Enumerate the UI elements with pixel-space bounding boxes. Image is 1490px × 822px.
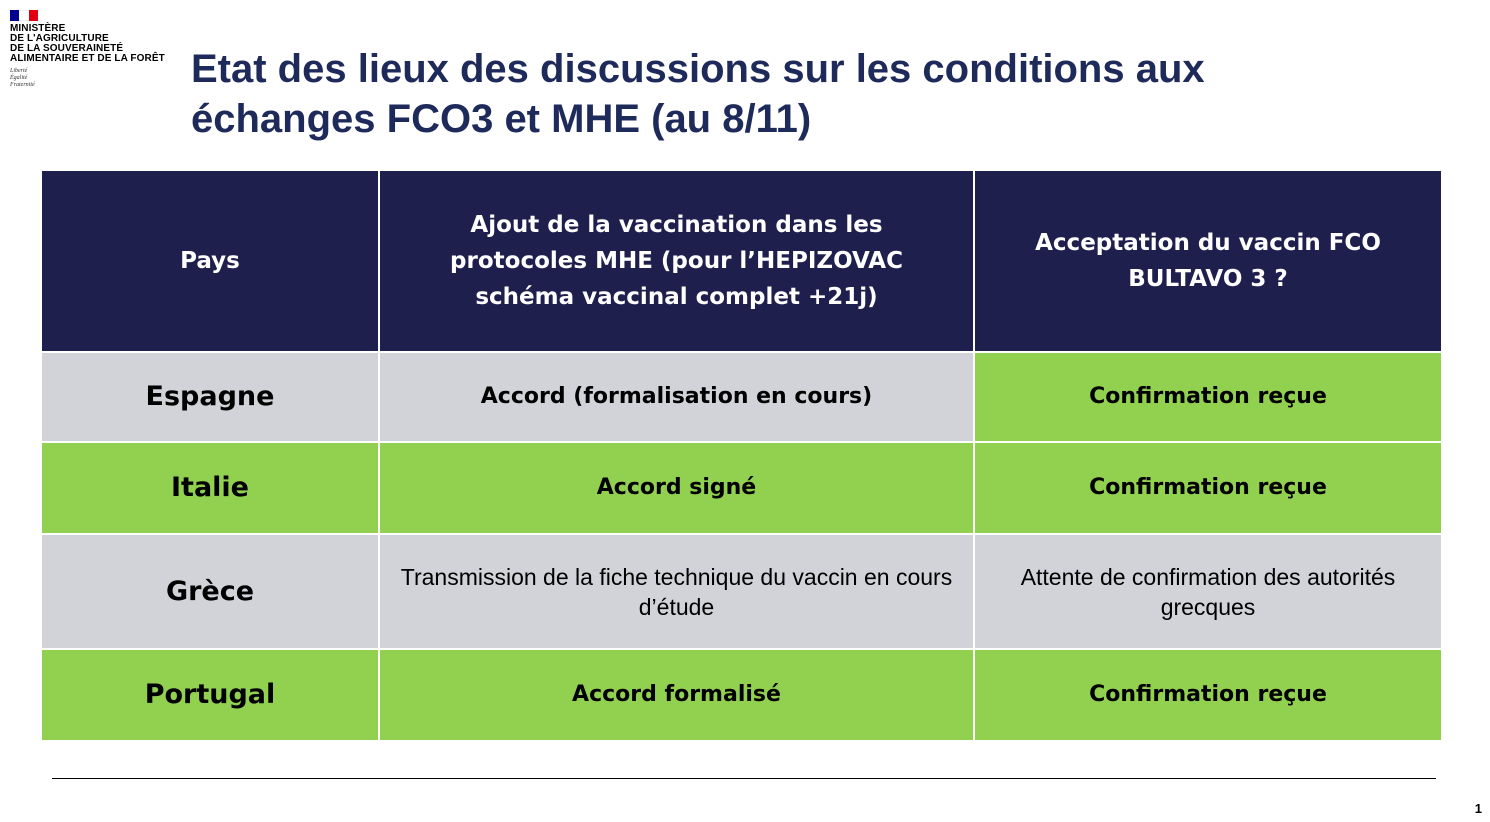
header-mhe-vaccination: Ajout de la vaccination dans les protocoles MHE (pour l’HEPIZOVAC schéma vaccinal complet +21j)	[379, 170, 974, 352]
fco-status-cell: Confirmation reçue	[974, 442, 1442, 534]
country-cell: Espagne	[41, 352, 379, 442]
page-number: 1	[1474, 801, 1482, 816]
mhe-status-cell: Accord signé	[379, 442, 974, 534]
table-row	[41, 442, 1442, 534]
footer-divider	[52, 778, 1436, 779]
country-cell: Grèce	[41, 534, 379, 649]
fco-status-cell: Attente de confirmation des autorités grecques	[974, 534, 1442, 649]
ministry-line: DE L'AGRICULTURE	[10, 33, 109, 44]
title-line-1: Etat des lieux des discussions sur les conditions aux	[191, 47, 1205, 91]
status-table	[40, 169, 1443, 742]
header-pays: Pays	[41, 170, 379, 352]
mhe-status-cell: Transmission de la fiche technique du vaccin en cours d’étude	[379, 534, 974, 649]
country-cell: Italie	[41, 442, 379, 534]
ministry-line: MINISTÈRE	[10, 23, 66, 34]
ministry-name	[10, 24, 175, 64]
french-flag-icon	[10, 10, 38, 21]
table-row	[41, 649, 1442, 741]
header-fco-vaccine: Acceptation du vaccin FCO BULTAVO 3 ?	[974, 170, 1442, 352]
mhe-status-cell: Accord formalisé	[379, 649, 974, 741]
mhe-status-cell: Accord (formalisation en cours)	[379, 352, 974, 442]
ministry-line: ALIMENTAIRE ET DE LA FORÊT	[10, 53, 165, 64]
motto-line: Fraternité	[10, 82, 35, 88]
table-row	[41, 352, 1442, 442]
page-title	[191, 44, 1391, 144]
table-row	[41, 534, 1442, 649]
motto-line: Égalité	[10, 75, 28, 81]
title-line-2: échanges FCO3 et MHE (au 8/11)	[191, 97, 812, 141]
country-cell: Portugal	[41, 649, 379, 741]
ministry-logo	[10, 10, 175, 89]
ministry-line: DE LA SOUVERAINETÉ	[10, 43, 124, 54]
fco-status-cell: Confirmation reçue	[974, 649, 1442, 741]
table-header-row	[41, 170, 1442, 352]
fco-status-cell: Confirmation reçue	[974, 352, 1442, 442]
motto-line: Liberté	[10, 68, 28, 74]
republic-motto	[10, 68, 175, 89]
